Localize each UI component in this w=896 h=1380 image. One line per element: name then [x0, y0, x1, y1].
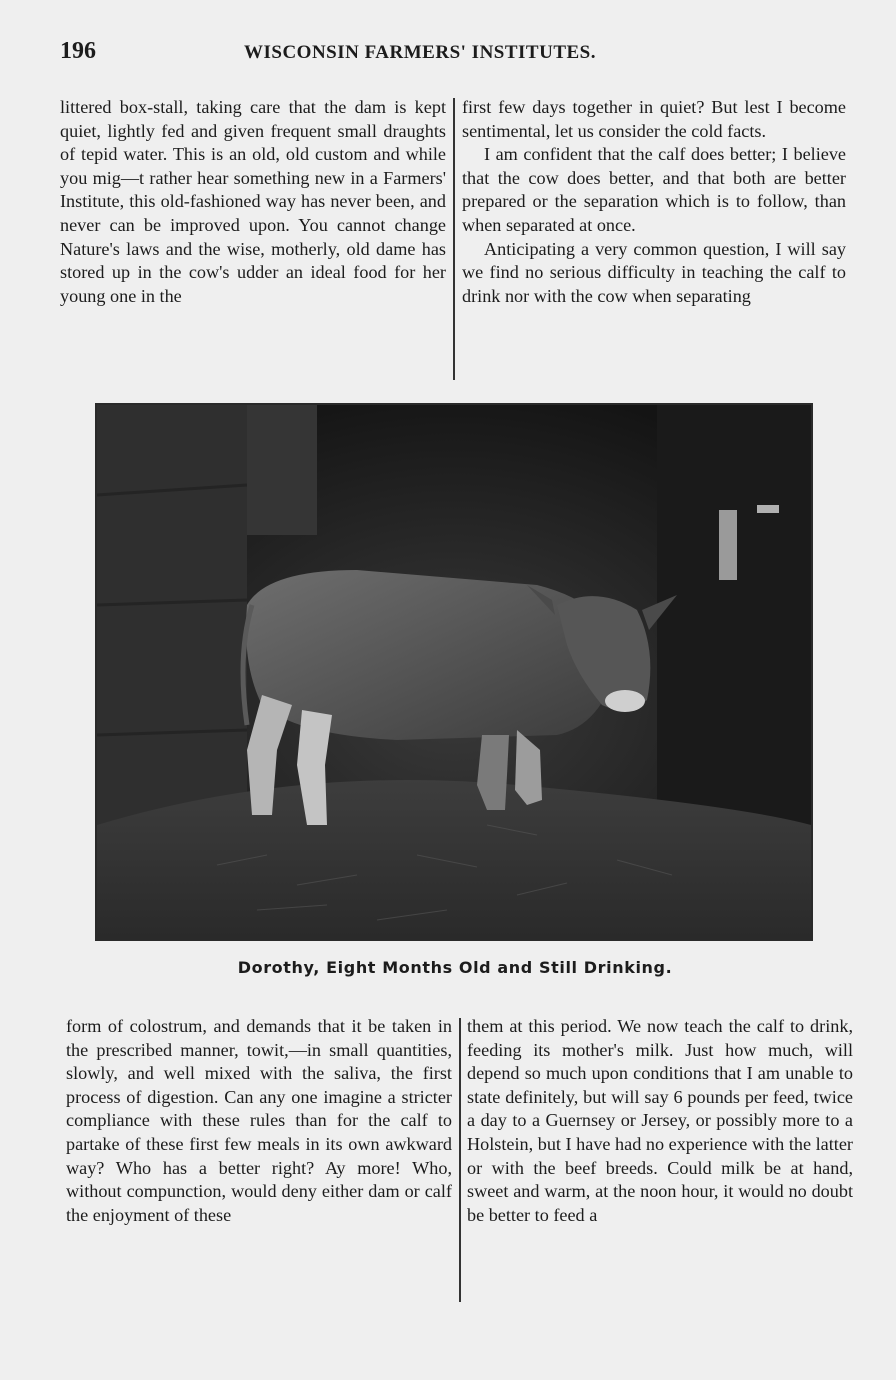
- column-divider: [453, 98, 455, 380]
- top-right-column: [462, 96, 846, 308]
- page-number: 196: [60, 38, 96, 64]
- paragraph: first few days together in quiet? But lest I become sentimental, let us consider the cold facts.: [462, 97, 846, 141]
- paragraph: I am confident that the calf does better; I believe that the cow does better, and that both are better prepared or the separation which is to follow, than when separated at once.: [462, 144, 846, 235]
- page-header: [60, 38, 850, 72]
- paragraph: Anticipating a very common question, I will say we find no serious difficulty in teaching the calf to drink nor with the cow when separating: [462, 238, 846, 306]
- paragraph: littered box-stall, taking care that the dam is kept quiet, lightly fed and given frequent small draughts of tepid water. This is an old, old custom and while you mig—t rather hear something new in a Farmers' Institute, this old-fashioned way has never been, and never can be improved upon. You cannot change Nature's laws and the wise, motherly, old dame has stored up in the cow's udder an ideal food for her young one in the: [60, 97, 446, 306]
- running-title: WISCONSIN FARMERS' INSTITUTES.: [244, 42, 596, 63]
- calf-photo-image: [97, 405, 811, 939]
- paragraph: form of colostrum, and demands that it be taken in the prescribed manner, towit,—in small quantities, slowly, and well mixed with the saliva, the first process of digestion. Can any one imagine a stricter compliance with these rules than for the calf to partake of these first few meals in its own awkward way? Who has a better right? Ay more! Who, without compunction, would deny either dam or calf the enjoyment of these: [66, 1016, 452, 1225]
- figure-caption: Dorothy, Eight Months Old and Still Drinking.: [237, 958, 673, 977]
- bottom-left-column: [66, 1015, 452, 1227]
- paragraph: them at this period. We now teach the calf to drink, feeding its mother's milk. Just how much, will depend so much upon conditions that I am unable to state definitely, but will say 6 pounds per feed, twice a day to a Guernsey or Jersey, or possibly more to a Holstein, but I have had no experience with the latter or with the beef breeds. Could milk be at hand, sweet and warm, at the noon hour, it would no doubt be better to feed a: [467, 1016, 853, 1225]
- calf-photograph: [95, 403, 813, 941]
- column-divider: [459, 1018, 461, 1302]
- top-left-column: [60, 96, 446, 308]
- bottom-right-column: [467, 1015, 853, 1227]
